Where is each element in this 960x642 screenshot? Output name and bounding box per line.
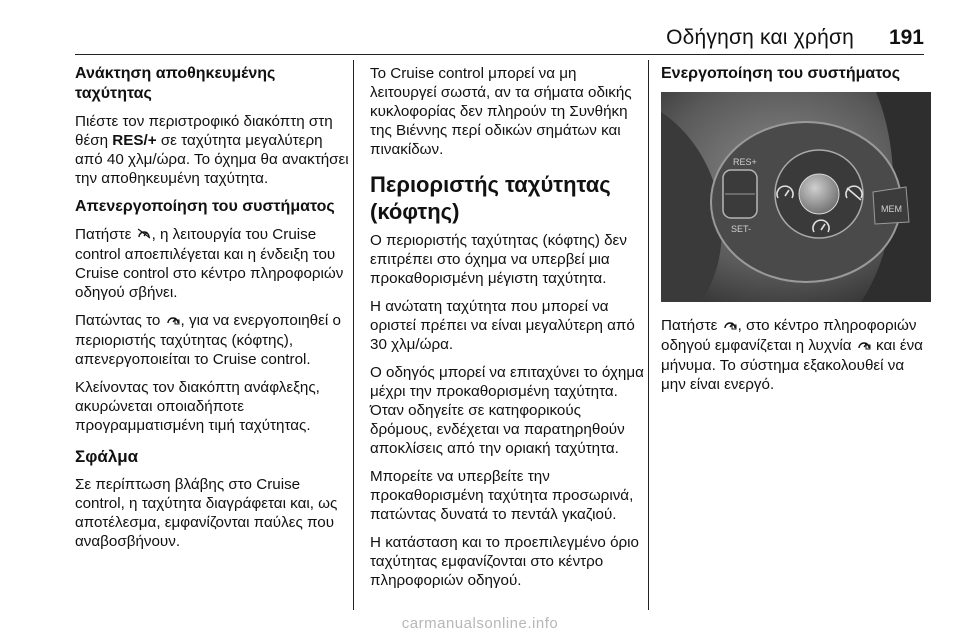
center-knob <box>799 174 839 214</box>
header-rule <box>75 54 924 55</box>
watermark: carmanualsonline.info <box>401 615 559 632</box>
res-label: RES+ <box>733 157 757 167</box>
res-plus-label: RES/+ <box>112 132 157 149</box>
speed-limiter-icon <box>166 312 180 331</box>
steering-wheel-controls-photo <box>661 92 931 302</box>
set-label: SET- <box>731 224 752 234</box>
speed-limiter-icon <box>723 317 737 336</box>
paragraph-accelerate: Ο οδηγός μπορεί να επιταχύνει το όχημα μέχρι την προκαθορισμένη ταχύτητα. Όταν οδηγείτε σε κατηφορικούς δρόμους, ενδέχεται να παρατηρηθούν αποκλίσεις από την οριακή ταχύτητα. <box>370 364 644 457</box>
paragraph-limiter-intro: Ο περιοριστής ταχύτητας (κόφτης) δεν επιτρέπει στο όχημα να υπερβεί μια προκαθορισμένη μέγιστη ταχύτητα. <box>370 232 627 287</box>
cruise-off-icon <box>137 226 151 245</box>
paragraph-deactivate <box>75 225 350 302</box>
text-run: σε ταχύτητα μεγαλύτερη από 40 χλμ/ώρα. Το όχημα θα ανακτήσει την αποθηκευμένη ταχύτητα. <box>75 132 349 187</box>
paragraph-limiter-switch <box>75 311 350 369</box>
running-header: Οδήγηση και χρήση <box>666 26 854 49</box>
text-run: , η λειτουργία του Cruise control αποεπιλέγεται και η ένδειξη του Cruise control στο κέντρο πληροφοριών οδηγού σβήνει. <box>75 226 344 301</box>
speed-limiter-indicator-icon <box>857 337 871 356</box>
heading-resume-speed: Ανάκτηση αποθηκευμένης ταχύτητας <box>75 65 276 102</box>
text-run: Πατήστε <box>661 317 722 334</box>
paragraph-max-speed: Η ανώτατη ταχύτητα που μπορεί να οριστεί πρέπει να είναι μεγαλύτερη από 30 χλμ/ώρα. <box>370 298 635 353</box>
heading-deactivate: Απενεργοποίηση του συστήματος <box>75 198 335 215</box>
column-divider-1 <box>353 60 354 610</box>
mem-label: MEM <box>881 204 902 214</box>
heading-speed-limiter: Περιοριστής ταχύτητας (κόφτης) <box>370 172 611 224</box>
paragraph-activate <box>661 316 931 394</box>
paragraph-vienna: Το Cruise control μπορεί να μη λειτουργεί σωστά, αν τα σήματα οδικής κυκλοφορίας δεν πληρούν τη Συνθήκη της Βιέννης περί οδικών σημάτων και πινακίδων. <box>370 65 632 158</box>
heading-activate: Ενεργοποίηση του συστήματος <box>661 65 901 82</box>
text-run: Πατώντας το <box>75 312 165 329</box>
page-number: 191 <box>888 26 924 49</box>
text-run: , για να ενεργοποιηθεί ο περιοριστής ταχύτητας (κόφτης), απενεργοποιείται το Cruise control. <box>75 312 341 368</box>
paragraph-status: Η κατάσταση και το προεπιλεγμένο όριο ταχύτητας εμφανίζονται στο κέντρο πληροφοριών οδηγού. <box>370 534 639 589</box>
column-right <box>661 64 931 403</box>
paragraph-override: Μπορείτε να υπερβείτε την προκαθορισμένη ταχύτητα προσωρινά, πατώντας δυνατά το πεντάλ γκαζιού. <box>370 468 634 523</box>
text-run: Πιέστε τον περιστροφικό διακόπτη στη θέση <box>75 113 333 149</box>
text-run: και ένα μήνυμα. Το σύστημα εξακολουθεί να μην είναι ενεργό. <box>661 337 923 393</box>
text-run: , στο κέντρο πληροφοριών οδηγού εμφανίζεται η λυχνία <box>661 317 917 354</box>
paragraph-fault: Σε περίπτωση βλάβης στο Cruise control, η ταχύτητα διαγράφεται και, ως αποτέλεσμα, εμφανίζονται παύλες που αναβοσβήνουν. <box>75 476 338 550</box>
column-divider-2 <box>648 60 649 610</box>
column-middle <box>370 64 645 599</box>
column-left <box>75 64 350 560</box>
heading-fault: Σφάλμα <box>75 447 139 466</box>
paragraph-resume <box>75 112 350 188</box>
text-run: Πατήστε <box>75 226 136 243</box>
paragraph-ignition: Κλείνοντας τον διακόπτη ανάφλεξης, ακυρώνεται οποιαδήποτε προγραμματισμένη τιμή ταχύτητας. <box>75 379 320 434</box>
